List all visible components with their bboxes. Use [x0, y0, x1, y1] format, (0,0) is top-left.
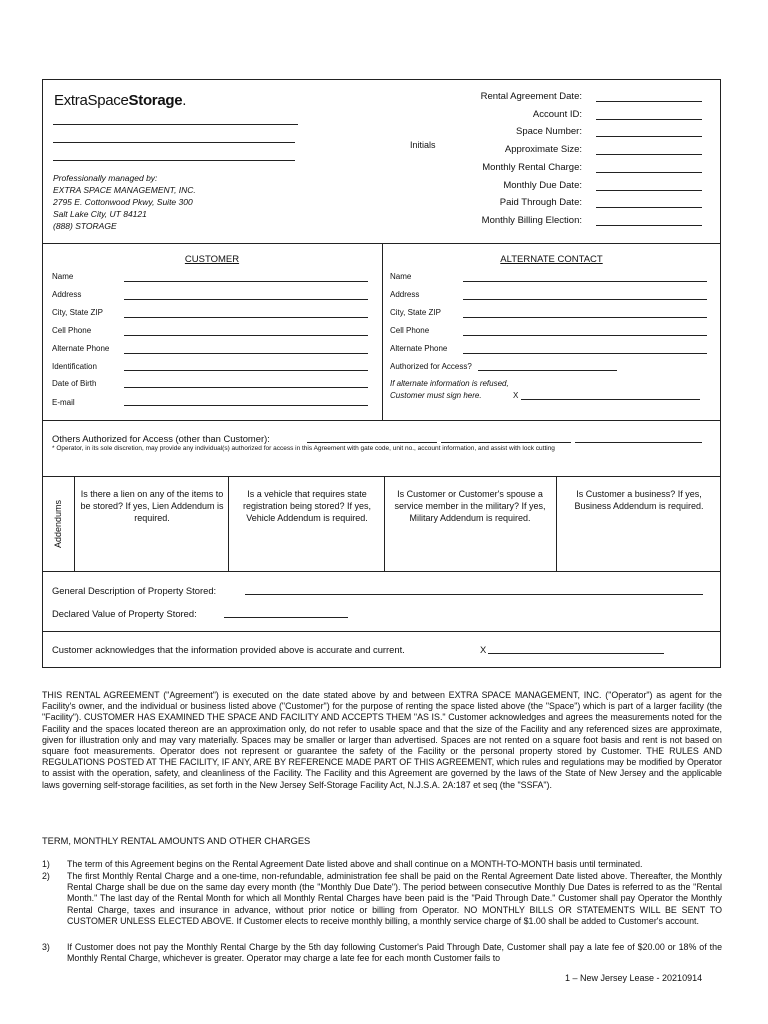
logo-light-text: ExtraSpace [54, 92, 129, 109]
alt-address-label: Address [390, 290, 420, 299]
alt-refused-line2: Customer must sign here. [390, 391, 482, 400]
others-field-2[interactable] [441, 442, 571, 443]
item-1-number: 1) [42, 859, 50, 869]
facility-line-2[interactable] [53, 142, 295, 143]
divider-contacts [382, 243, 383, 420]
divider-addendum-3 [556, 476, 557, 571]
item-1-text: The term of this Agreement begins on the Rental Agreement Date listed above and shall continue on a MONTH-TO-MONTH basis until terminated. [67, 859, 643, 869]
monthly-billing-election-label: Monthly Billing Election: [481, 215, 582, 226]
alt-authorized-label: Authorized for Access? [390, 362, 472, 371]
logo-mark: . [182, 92, 187, 109]
paid-through-date-label: Paid Through Date: [499, 197, 582, 208]
divider-addendum-1 [228, 476, 229, 571]
property-value-label: Declared Value of Property Stored: [52, 608, 197, 619]
customer-cell-label: Cell Phone [52, 326, 92, 335]
customer-identification-label: Identification [52, 362, 97, 371]
divider-addendum-2 [384, 476, 385, 571]
logo-bold-text: Storage [128, 92, 183, 109]
customer-heading: CUSTOMER [184, 254, 240, 265]
others-note: * Operator, in its sole discretion, may provide any individual(s) authorized for access in this Agreement with gate code, unit no., account information, and assist with lock cutting [52, 445, 555, 452]
alt-city-label: City, State ZIP [390, 308, 441, 317]
monthly-due-date-field[interactable] [596, 190, 702, 191]
addendums-label: Addendums [53, 499, 64, 548]
space-number-field[interactable] [596, 136, 702, 137]
divider-acknowledge [42, 631, 721, 632]
approximate-size-field[interactable] [596, 154, 702, 155]
alt-cell-label: Cell Phone [390, 326, 430, 335]
divider-property [42, 571, 721, 572]
customer-alt-phone-label: Alternate Phone [52, 344, 110, 353]
company-street: 2795 E. Cottonwood Pkwy, Suite 300 [53, 197, 193, 207]
company-name: EXTRA SPACE MANAGEMENT, INC. [53, 185, 196, 195]
vehicle-addendum-question: Is a vehicle that requires state registration being stored? If yes, Vehicle Addendum is required. [242, 489, 372, 523]
alt-phone-field[interactable] [463, 353, 707, 354]
customer-address-field[interactable] [124, 299, 368, 300]
military-addendum-question: Is Customer or Customer's spouse a service member in the military? If yes, Military Addendum is required. [394, 489, 546, 523]
managed-by-block [53, 172, 196, 232]
approximate-size-label: Approximate Size: [504, 144, 582, 155]
monthly-billing-election-field[interactable] [596, 225, 702, 226]
divider-others [42, 420, 721, 421]
acknowledge-text: Customer acknowledges that the information provided above is accurate and current. [52, 644, 405, 655]
alt-signature-field[interactable] [521, 399, 700, 400]
company-city: Salt Lake City, UT 84121 [53, 209, 147, 219]
property-description-label: General Description of Property Stored: [52, 585, 217, 596]
monthly-due-date-label: Monthly Due Date: [503, 180, 582, 191]
alt-sign-x: X [513, 391, 519, 400]
item-3-number: 3) [42, 942, 50, 952]
acknowledge-signature-field[interactable] [488, 653, 664, 654]
company-phone: (888) STORAGE [53, 221, 117, 231]
customer-identification-field[interactable] [124, 370, 368, 371]
customer-alt-phone-field[interactable] [124, 353, 368, 354]
account-id-label: Account ID: [532, 109, 582, 120]
customer-city-label: City, State ZIP [52, 308, 103, 317]
others-field-3[interactable] [575, 442, 702, 443]
business-addendum-question: Is Customer a business? If yes, Business Addendum is required. [574, 489, 704, 511]
customer-email-field[interactable] [124, 405, 368, 406]
customer-address-label: Address [52, 290, 82, 299]
customer-cell-field[interactable] [124, 335, 368, 336]
acknowledge-sign-x: X [480, 644, 487, 655]
customer-name-field[interactable] [124, 281, 368, 282]
rental-agreement-date-label: Rental Agreement Date: [480, 91, 582, 102]
others-authorized-label: Others Authorized for Access (other than Customer): [52, 433, 270, 444]
rental-agreement-date-field[interactable] [596, 101, 702, 102]
managed-by-label: Professionally managed by: [53, 173, 158, 183]
customer-city-field[interactable] [124, 317, 368, 318]
facility-line-3[interactable] [53, 160, 295, 161]
section-title: TERM, MONTHLY RENTAL AMOUNTS AND OTHER CHARGES [42, 836, 311, 846]
lien-addendum-question: Is there a lien on any of the items to be stored? If yes, Lien Addendum is required. [80, 489, 224, 523]
alt-name-label: Name [390, 272, 412, 281]
item-2-text: The first Monthly Rental Charge and a one-time, non-refundable, administration fee shall be paid on the Rental Agreement Date listed above. Thereafter, the Monthly Rental Charge shall be due on the same day every month (the "Monthly Due Date"). The period between consecutive Monthly Due Dates is referred to as the "Rental Month." The last day of the Rental Month for which all Monthly Rental Charges have been paid is the "Paid Through Date." Customer shall pay Operator the Monthly Rental Charge, taxes and insurance in advance, without prior notice or billing from Operator. NO MONTHLY BILLS OR STATEMENTS WILL BE SENT TO CUSTOMER UNLESS ELECTED ABOVE. If Customer elects to receive monthly billing, a monthly service charge of $1.00 shall be added to Customer's account. [67, 871, 722, 926]
divider-addendums-top [42, 476, 721, 477]
customer-email-label: E-mail [52, 398, 75, 407]
alt-name-field[interactable] [463, 281, 707, 282]
property-description-field[interactable] [245, 594, 703, 595]
page-footer: 1 – New Jersey Lease - 20210914 [565, 973, 703, 983]
alt-phone-label: Alternate Phone [390, 344, 448, 353]
agreement-intro: THIS RENTAL AGREEMENT ("Agreement") is executed on the date stated above by and between EXTRA SPACE MANAGEMENT, INC. ("Operator") as agent for the Facility's owner, and the individual or business listed above ("Customer") for the purpose of renting the space listed above (the "Space") which is part of a larger facility (the "Facility"). CUSTOMER HAS EXAMINED THE SPACE AND FACILITY AND ACCEPTS THEM "AS IS." Customer acknowledges and agrees the measurements noted for the Facility and the spaces located thereon are an approximation only, do not refer to usable space and that the size of the Facility and any referenced sizes are approximate, given for illustration only and may vary materially. Spaces may be smaller or larger than advertised. Spaces are not rented on a square foot basis and rent is not based on square foot measurements. Operator does not represent or guarantee the safety of the Facility or the personal property stored by Customer. THE RULES AND REGULATIONS POSTED AT THE FACILITY, IF ANY, ARE BY REFERENCE MADE PART OF THIS AGREEMENT, which rules and regulations may be modified by Operator to assist with the operation, safety, and cleanliness of the Facility. The Facility and this Agreement are governed by the laws of the State of New Jersey and the applicable laws governing self-storage facilities, as set forth in the New Jersey Self-Storage Facility Act, N.J.S.A. 2A:187 et seq (the "SSFA"). [42, 690, 722, 790]
addendums-label-cell [42, 476, 74, 571]
customer-name-label: Name [52, 272, 74, 281]
customer-dob-field[interactable] [124, 387, 368, 388]
alternate-heading: ALTERNATE CONTACT [500, 254, 603, 265]
alt-address-field[interactable] [463, 299, 707, 300]
account-id-field[interactable] [596, 119, 702, 120]
property-value-field[interactable] [224, 617, 348, 618]
monthly-rental-charge-field[interactable] [596, 172, 702, 173]
customer-dob-label: Date of Birth [52, 379, 97, 388]
space-number-label: Space Number: [515, 126, 582, 137]
alt-cell-field[interactable] [463, 335, 707, 336]
initials-label: Initials [410, 140, 436, 150]
alt-city-field[interactable] [463, 317, 707, 318]
item-3-text: If Customer does not pay the Monthly Rental Charge by the 5th day following Customer's Paid Through Date, Customer shall pay a late fee of $20.00 or 18% of the Monthly Rental Charge, whichever is greater. Operator may charge a late fee for each month Customer fails to [67, 942, 722, 964]
facility-line-1[interactable] [53, 124, 298, 125]
logo [54, 92, 186, 109]
paid-through-date-field[interactable] [596, 207, 702, 208]
others-field-1[interactable] [307, 442, 437, 443]
alt-authorized-field[interactable] [478, 370, 617, 371]
divider-addendum-label [74, 476, 75, 571]
monthly-rental-charge-label: Monthly Rental Charge: [482, 162, 582, 173]
alt-refused-line1: If alternate information is refused, [390, 379, 509, 388]
item-2-number: 2) [42, 871, 50, 881]
